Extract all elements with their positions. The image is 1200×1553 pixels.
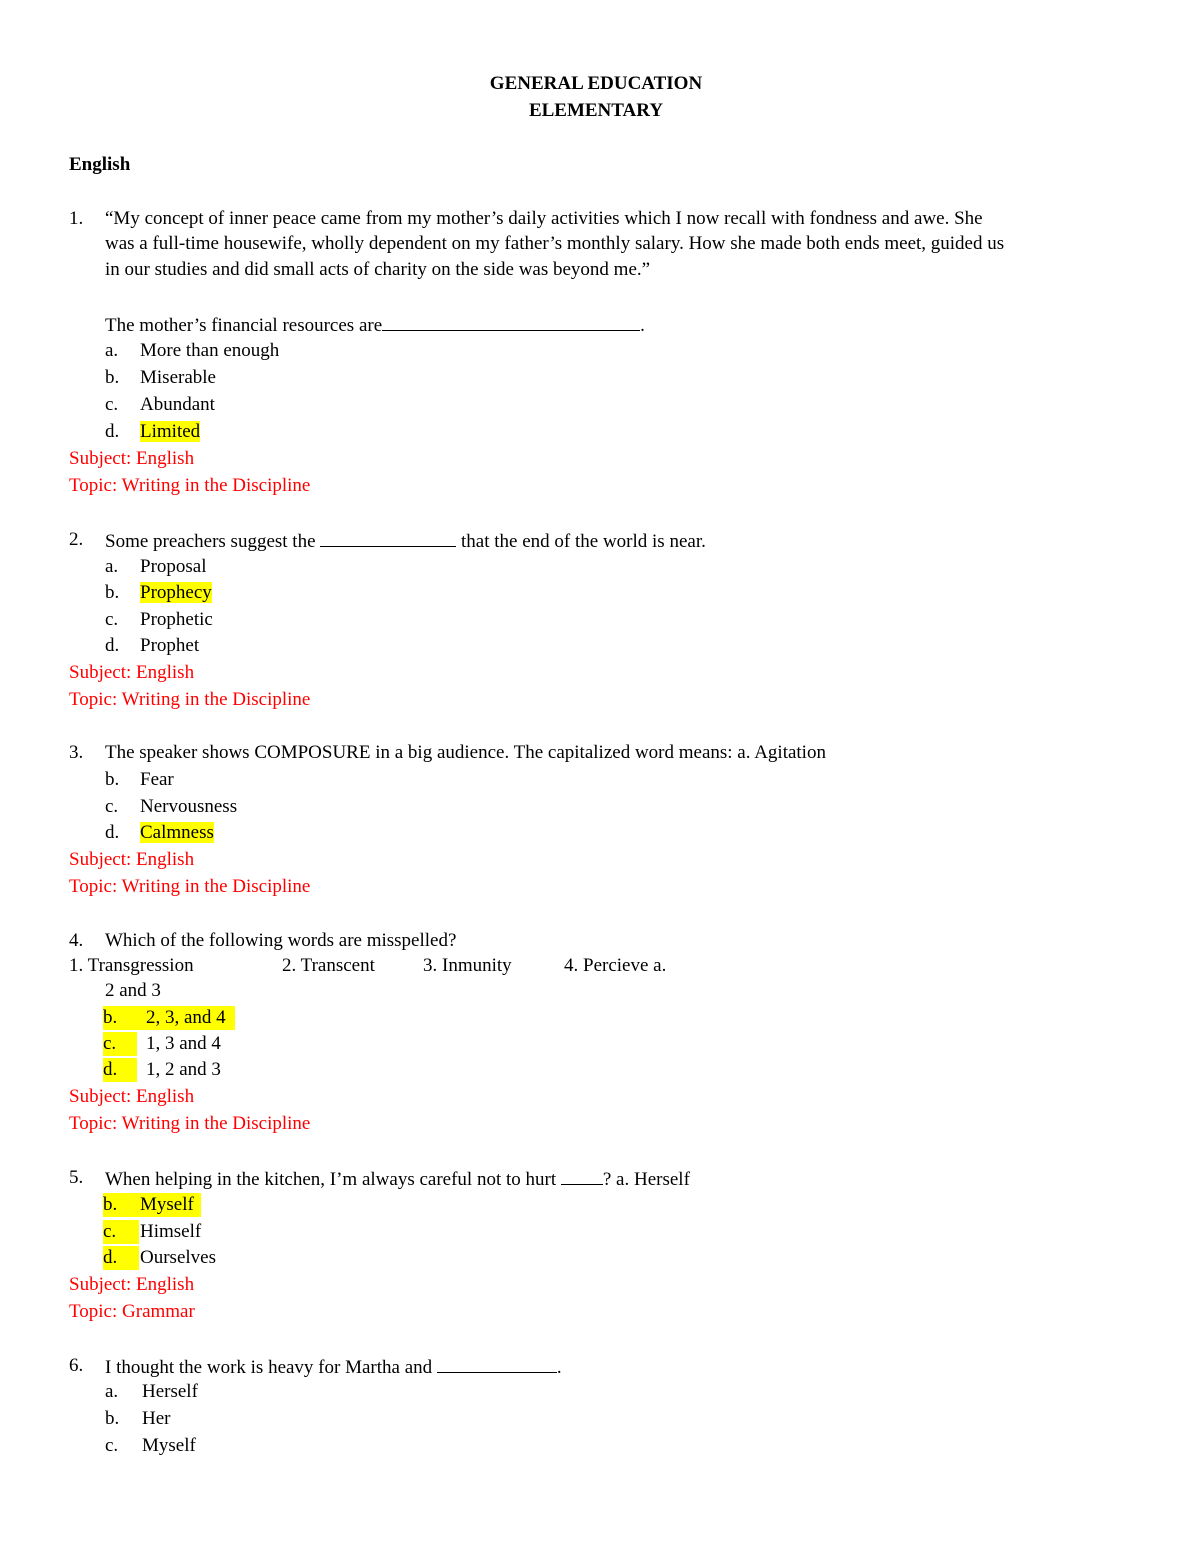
- stem-text: Some preachers suggest the: [105, 531, 316, 552]
- option-text: Herself: [142, 1381, 198, 1402]
- answer-highlight: Calmness: [140, 822, 214, 843]
- document-title: GENERAL EDUCATION: [489, 73, 703, 94]
- answer-highlight: c.: [103, 1220, 139, 1244]
- option-text: 1, 2 and 3: [146, 1059, 221, 1080]
- topic-label: Topic: Writing in the Discipline: [69, 876, 311, 897]
- word-list-item: 1. Transgression: [69, 955, 194, 976]
- answer-highlight: Limited: [140, 421, 201, 442]
- answer-highlight: Prophecy: [140, 582, 212, 603]
- question-passage-line: “My concept of inner peace came from my mother’s daily activities which I now recall with fondness and awe. She: [105, 208, 983, 229]
- option-text: Miserable: [140, 367, 216, 388]
- option-text: Myself: [142, 1435, 196, 1456]
- option-text: Her: [142, 1408, 171, 1429]
- subject-label: Subject: English: [69, 849, 195, 870]
- question-stem: The speaker shows COMPOSURE in a big audience. The capitalized word means: a. Agitation: [105, 742, 826, 763]
- subject-label: Subject: English: [69, 1086, 195, 1107]
- option-text: More than enough: [140, 340, 280, 361]
- question-stem: [105, 1166, 690, 1192]
- option-text: 2, 3, and 4: [146, 1007, 226, 1028]
- answer-highlight: [103, 1006, 235, 1030]
- correct-option-text: [140, 821, 214, 845]
- stem-text: I thought the work is heavy for Martha and: [105, 1357, 433, 1378]
- answer-highlight: c.: [103, 1032, 137, 1056]
- answer-blank: [382, 312, 640, 331]
- question-number: 1.: [69, 208, 84, 229]
- answer-highlight: [103, 1193, 201, 1217]
- option-text: Ourselves: [140, 1247, 216, 1268]
- correct-option-text: [140, 581, 212, 605]
- question-number: 2.: [69, 529, 84, 550]
- stem-end: that the end of the world is near.: [461, 531, 706, 552]
- question-number: 4.: [69, 930, 84, 951]
- option-letter: b.: [105, 367, 120, 388]
- option-letter: b.: [105, 582, 120, 603]
- answer-blank: [320, 528, 456, 547]
- correct-option: [103, 1058, 137, 1082]
- correct-option: [103, 1220, 139, 1244]
- stem-end: .: [556, 1357, 562, 1378]
- option-letter: a.: [105, 340, 119, 361]
- option-letter: b.: [103, 1194, 118, 1215]
- question-passage-line: was a full-time housewife, wholly dependent on my father’s monthly salary. How she made both ends meet, guided us: [105, 233, 1005, 254]
- correct-option: [103, 1032, 137, 1056]
- subject-label: Subject: English: [69, 1274, 195, 1295]
- option-letter: b.: [103, 1007, 118, 1028]
- option-text: 1, 3 and 4: [146, 1033, 221, 1054]
- option-text: 2 and 3: [105, 980, 161, 1001]
- stem-end: ? a. Herself: [602, 1169, 690, 1190]
- option-text: Himself: [140, 1221, 202, 1242]
- section-heading: English: [69, 154, 131, 175]
- answer-highlight: d.: [103, 1058, 137, 1082]
- option-letter: c.: [105, 1435, 119, 1456]
- question-stem: Which of the following words are misspelled?: [105, 930, 457, 951]
- subject-label: Subject: English: [69, 662, 195, 683]
- question-stem: [105, 312, 645, 338]
- option-letter: d.: [105, 635, 120, 656]
- option-text: Proposal: [140, 556, 207, 577]
- answer-highlight: d.: [103, 1246, 139, 1270]
- option-letter: a.: [105, 1381, 119, 1402]
- document-subtitle: ELEMENTARY: [528, 100, 664, 121]
- topic-label: Topic: Grammar: [69, 1301, 195, 1322]
- answer-blank: [437, 1354, 557, 1373]
- option-text: Prophetic: [140, 609, 213, 630]
- option-letter: a.: [105, 556, 119, 577]
- option-letter: b.: [105, 769, 120, 790]
- word-list-item: 4. Percieve a.: [564, 955, 667, 976]
- option-text: Fear: [140, 769, 174, 790]
- option-letter: d.: [105, 421, 120, 442]
- topic-label: Topic: Writing in the Discipline: [69, 475, 311, 496]
- correct-option: [103, 1246, 139, 1270]
- topic-label: Topic: Writing in the Discipline: [69, 1113, 311, 1134]
- option-text: Nervousness: [140, 796, 238, 817]
- option-letter: b.: [105, 1408, 120, 1429]
- option-letter: d.: [105, 822, 120, 843]
- option-letter: c.: [105, 796, 119, 817]
- word-list-item: 3. Inmunity: [423, 955, 512, 976]
- topic-label: Topic: Writing in the Discipline: [69, 689, 311, 710]
- option-text: Myself: [140, 1194, 194, 1215]
- question-stem: [105, 1354, 562, 1380]
- answer-blank: [561, 1166, 603, 1185]
- subject-label: Subject: English: [69, 448, 195, 469]
- option-text: Prophet: [140, 635, 200, 656]
- option-letter: c.: [105, 394, 119, 415]
- correct-option: [103, 1193, 201, 1217]
- question-passage-line: in our studies and did small acts of charity on the side was beyond me.”: [105, 259, 651, 280]
- stem-text: The mother’s financial resources are: [105, 315, 383, 336]
- option-text: Abundant: [140, 394, 215, 415]
- word-list-item: 2. Transcent: [282, 955, 375, 976]
- stem-text: When helping in the kitchen, I’m always careful not to hurt: [105, 1169, 557, 1190]
- correct-option: [103, 1006, 235, 1030]
- correct-option-text: [140, 420, 200, 444]
- question-number: 3.: [69, 742, 84, 763]
- question-stem: [105, 528, 706, 554]
- question-number: 5.: [69, 1167, 84, 1188]
- option-letter: c.: [105, 609, 119, 630]
- stem-end: .: [640, 315, 645, 336]
- question-number: 6.: [69, 1355, 84, 1376]
